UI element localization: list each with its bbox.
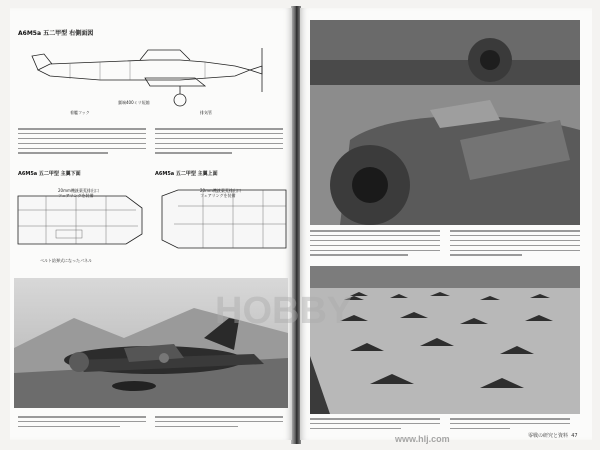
topside-note: 20mm機銃薬莢排出口 フェアリングを装備 xyxy=(200,188,241,198)
underside-note: 20mm機銃薬莢排出口 フェアリングを装備 xyxy=(58,188,99,198)
profile-title: A6M5a 五二甲型 右側面図 xyxy=(18,30,94,37)
page-number: 47 xyxy=(571,433,578,439)
right-caption-column-1 xyxy=(310,418,440,433)
profile-note-2: 排気管 xyxy=(200,110,212,115)
topside-title: A6M5a 五二甲型 主翼上面 xyxy=(155,171,218,177)
left-caption-column-2 xyxy=(155,416,283,431)
folio-text: 零戦の研究と資料 47 xyxy=(528,433,578,439)
right-text-column-1 xyxy=(310,230,440,259)
left-caption-column-1 xyxy=(18,416,146,431)
underside-bottom-note: ベルト給弾式になったパネル xyxy=(40,258,92,263)
right-text-column-2 xyxy=(450,230,580,259)
right-page xyxy=(300,8,592,440)
aircraft-profile-drawing xyxy=(30,38,270,108)
watermark-center: HOBBY xyxy=(215,290,353,332)
left-text-column-2 xyxy=(155,128,283,157)
left-page xyxy=(10,8,292,440)
watermark-url: www.hlj.com xyxy=(395,434,450,444)
underside-title: A6M5a 五二甲型 主翼下面 xyxy=(18,171,81,177)
photo-airfield-lineup xyxy=(310,266,580,414)
photo-cowling-closeup xyxy=(310,20,580,225)
right-caption-column-2 xyxy=(450,418,570,433)
profile-note-1: 翼端400ミリ短縮 xyxy=(118,100,150,105)
profile-note-3: 着艦フック xyxy=(70,110,90,115)
left-text-column-1 xyxy=(18,128,146,157)
